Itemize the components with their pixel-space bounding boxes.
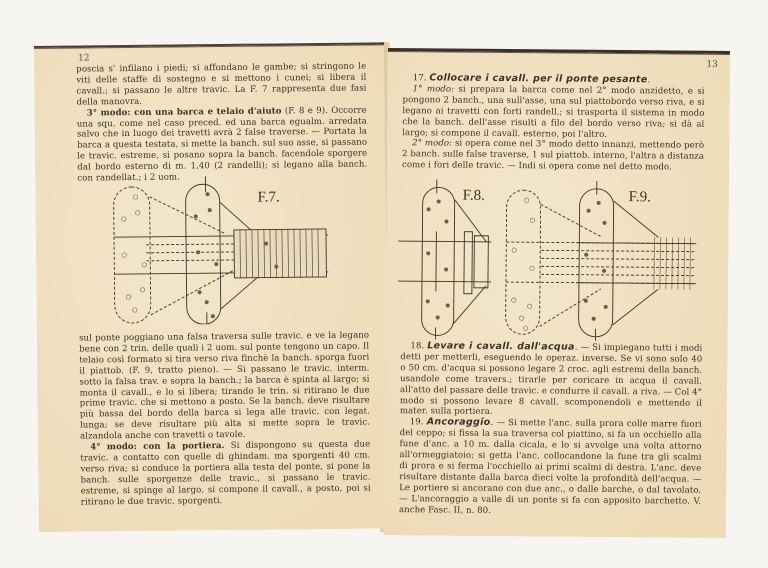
- left-text-top: [76, 62, 367, 185]
- paragraph: 4° modo: con la portiera. Si dispongono su questa due travic. a contatto con quelle di ghindam. ma sporgenti 40 cm. verso riva; si conduce la portiera alla testa del ponte, si pone la banch. sulle sporgenze delle travic., si passano le travic. estreme, si spinge al largo, si compone il cavall., a posto, poi si ritirano le due travic. sporgenti.: [80, 439, 371, 508]
- left-text-bottom: [79, 331, 371, 509]
- section-paragraph: 19. Ancoraggio. — Si mette l'anc. sulla prora colle marre fuori del ceppo; si fissa la sua traversa col piattino, si fa un occhiello alla fune d'anc. a 10 m. dalla cicala, e lo si avvolge una volta attorno all'ormeggiatoio; si getta l'anc. collocandone la fune tra gli scalmi di prora e si ferma l'occhiello ai primi scalmi di destra. L'anc. deve risultare distante dalla barca dieci volte la profondità dell'acqua. — Le portiere si ancorano con due anc., o dalle barche, o dal tavolato. — L'ancoraggio a valle di un ponte si fa con apposito barchetto. V. anche Fasc. II, n. 80.: [398, 416, 702, 516]
- section-heading: 17. Collocare i cavall. per il ponte pesante.: [412, 72, 651, 86]
- figure-7-diagram: [105, 173, 337, 325]
- figure-label: F.9.: [628, 189, 651, 206]
- method-lead: 4° modo: con la portiera.: [90, 441, 225, 453]
- page-number: 13: [706, 59, 718, 70]
- section-heading: Levare i cavall. dall'acqua: [427, 340, 575, 353]
- right-text-bottom: [399, 341, 703, 518]
- right-text-top: [402, 73, 705, 174]
- figure-label: F.7.: [257, 189, 280, 206]
- paragraph: 1° modo: si prepara la barca come nel 2° modo anzidetto, e si pongono 2 banch., una sull'asse, una sul piattobordo verso riva, e si legano ai travetti con forti randell.; si trasporta il sistema in modo che la banch. dell'asse risulti a filo del bordo verso riva; si dà al largo; si compone il cavall. esterno, poi l'altro.: [402, 84, 705, 140]
- section-heading: Ancoraggio: [426, 416, 491, 429]
- paragraph: 2° modo: si opera come nel 3° modo detto innanzi, mettendo però 2 banch. sulle false traverse, 1 sul piattob. interno, l'altra a distanza come i fori delle travic. — Indi si opera come nel detto modo.: [401, 138, 705, 173]
- method-lead: 1° modo:: [412, 84, 455, 95]
- paragraph: sul ponte poggiano una falsa traversa sulle travic. e ve la legano bene con 2 trin. delle quali i 2 uom. sul ponte tengono un capo. Il telaio così formato si tira verso riva finchè la banch. sporga fuori il piattob. (F. 9, tratto pieno). — Si passano le travic. interm. sotto la falsa trav. e sopra la banch.; la barca è spinta al largo; si monta il cavall., e lo si libera; tirando le trin. si ritirano le due prime travic. che si mettono a posto. Se la banch. deve risultare più bassa del bordo della barca si lega alle travic. con legat. lunga; se deve risultare più alta si mette sopra le travic. alzandola anche con travetti o tavole.: [79, 330, 371, 442]
- right-page: [384, 48, 730, 538]
- page-number: 12: [78, 53, 90, 64]
- figure-label: F.8.: [462, 187, 485, 204]
- method-lead: 2° modo:: [412, 138, 453, 150]
- paragraph: 3° modo: con una barca e telaio d'aiuto (F. 8 e 9). Occorre una squ. come nel caso preced. ed una barca egualm. arredata salvo che in luogo dei travetti avrà 2 false traverse. — Portata la barca a questa testata, si mette la banch. sul suo asse, si passano le travic. estreme, si posano sopra la banch. facendole sporgere dal bordo esterno di m. 1,40 (2 randelli); si legano alla banch. con randellat.; i 2 uom.: [76, 105, 368, 184]
- left-page: [34, 42, 389, 532]
- paragraph: poscia s' infilano i piedi; si affondano le gambe; si stringono le viti delle staffe di sostegno e si mettono i cunei; si libera il cavall.; si passano le altre travic. La F. 7 rappresenta due fasi della manovra.: [76, 61, 367, 108]
- figures-8-9-diagram: [395, 179, 701, 342]
- section-paragraph: 18. Levare i cavall. dall'acqua. — Si impiegano tutti i modi detti per metterli, eseguendo le operaz. inverse. Se vi sono solo 40 o 50 cm. d'acqua si possono legare 2 croc. agli estremi della banch. usandole come travers.; tirarle per coricare in acqua il cavall. all'atto del passare delle travic. e condurre il cavall. a riva. — Col 4° modo si possono levare 8 cavall. scomponendoli e mettendo il mater. sulla portiera.: [399, 340, 703, 418]
- method-lead: 3° modo: con una barca e telaio d'aiuto: [86, 106, 282, 119]
